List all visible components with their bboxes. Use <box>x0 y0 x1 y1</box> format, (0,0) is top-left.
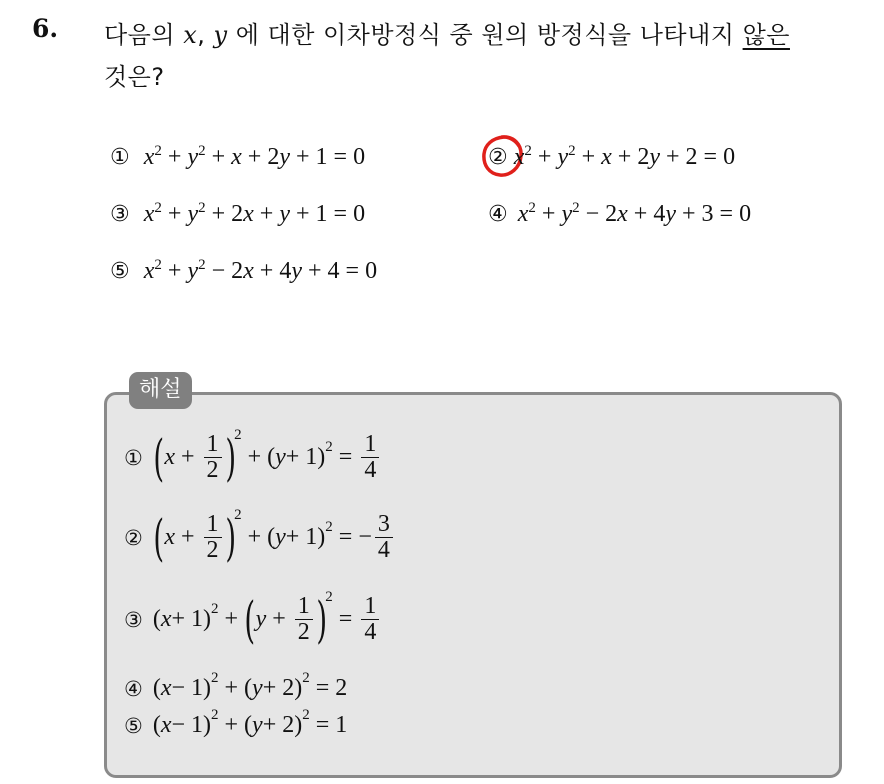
solution-line-3-number: ③ <box>124 607 143 632</box>
choice-1-equation: $x^2 + y^2 + x + 2y + 1 = 0$ <box>143 143 366 170</box>
comma: , <box>197 21 214 49</box>
solution-line-2: ② ( x + $\frac{1}{2}$ ) 2 + ( y + 1) 2 = − $\frac{3}{4}$ <box>124 512 396 563</box>
choice-5-rhs-const: 4 <box>327 258 340 284</box>
choice-4-number: ④ <box>488 202 508 227</box>
choice-4-equation: $x^2 + y^2 - 2x + 4y + 3 = 0$ <box>517 200 752 227</box>
choice-2-equation: $x^2 + y^2 + x + 2y + 2 = 0$ <box>513 143 736 170</box>
variable-x: x <box>183 21 198 49</box>
question-text-part3: 것은? <box>104 63 165 91</box>
choice-2-rhs-const: 2 <box>685 144 698 170</box>
solution-line-4: ④ ( x − 1) 2 + ( y + 2) 2 = 2 <box>124 670 348 701</box>
underlined-word: 않은 <box>742 21 790 49</box>
variable-y: y <box>213 21 228 49</box>
question-text-part1: 다음의 <box>104 21 184 49</box>
choice-5-number: ⑤ <box>110 259 130 284</box>
solution-tag: 해설 <box>129 372 192 409</box>
question-text <box>104 14 874 98</box>
choice-3[interactable] <box>110 201 365 228</box>
choice-3-equation: $x^2 + y^2 + 2x + y + 1 = 0$ <box>143 200 366 227</box>
solution-line-4-number: ④ <box>124 676 143 701</box>
choice-5[interactable] <box>110 258 377 285</box>
choice-1-rhs-const: 1 <box>315 144 328 170</box>
question-text-part2: 에 대한 이차방정식 중 원의 방정식을 나타내지 <box>227 21 743 49</box>
choice-5-equation: $x^2 + y^2 - 2x + 4y + 4 = 0$ <box>143 257 378 284</box>
solution-line-5-number: ⑤ <box>124 713 143 738</box>
solution-line-3: ③ ( x + 1) 2 + ( y + $\frac{1}{2}$ ) 2 = $\frac{1}{4}$ <box>124 594 382 645</box>
solution-line-2-number: ② <box>124 525 143 550</box>
choice-4-rhs-const: 3 <box>701 201 714 227</box>
choice-1-number: ① <box>110 145 130 170</box>
choice-2[interactable] <box>488 144 735 171</box>
choice-2-number: ② <box>488 145 508 170</box>
solution-line-1-number: ① <box>124 445 143 470</box>
solution-line-1: ① ( x + $\frac{1}{2}$ ) 2 + ( y + 1) 2 = $\frac{1}{4}$ <box>124 432 382 483</box>
choice-1[interactable] <box>110 144 365 171</box>
solution-line-5: ⑤ ( x − 1) 2 + ( y + 2) 2 = 1 <box>124 707 348 738</box>
choice-3-rhs-const: 1 <box>315 201 328 227</box>
choice-3-number: ③ <box>110 202 130 227</box>
choice-4[interactable] <box>488 201 751 228</box>
question-number: 6. <box>32 14 59 43</box>
